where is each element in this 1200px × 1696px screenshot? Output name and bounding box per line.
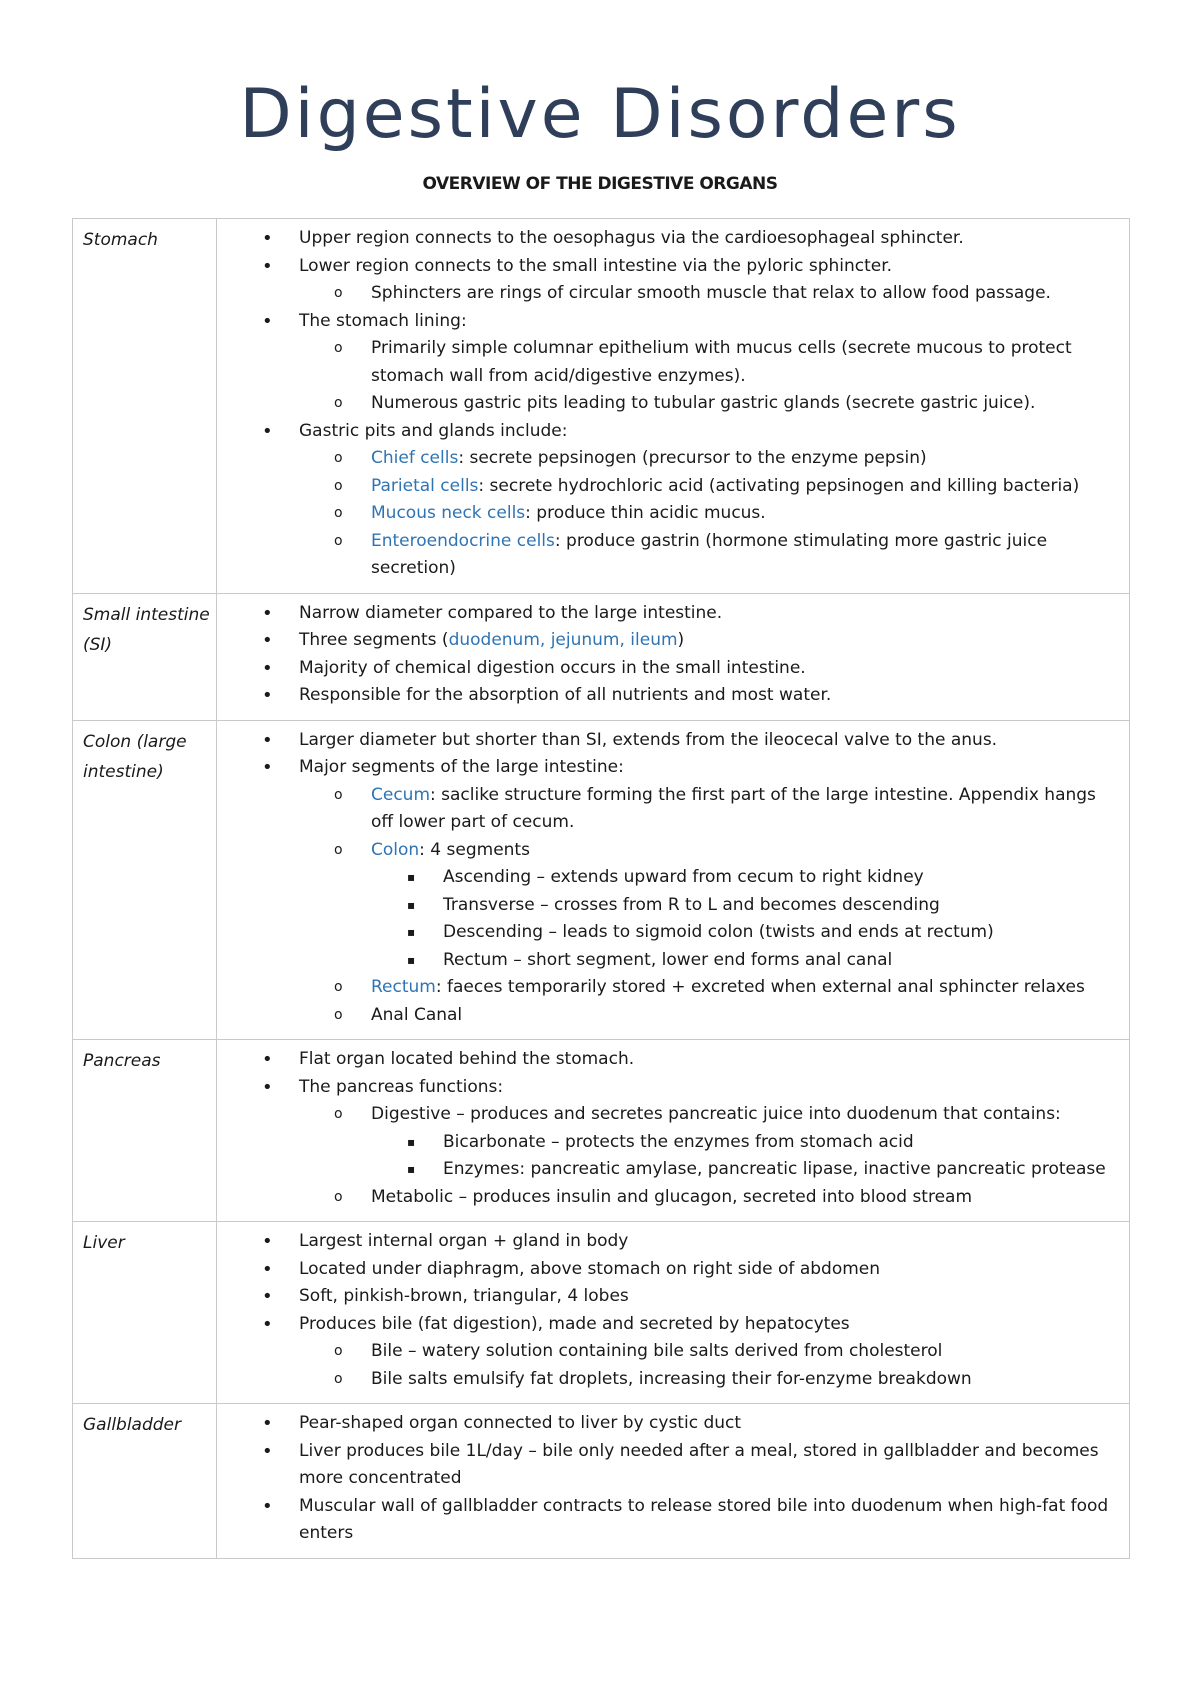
list-item: ▪ Ascending – extends upward from cecum to right kidney: [371, 864, 1121, 892]
list-item: • Responsible for the absorption of all nutrients and most water.: [217, 682, 1121, 710]
list-item: • Narrow diameter compared to the large intestine.: [217, 600, 1121, 628]
square-bullet-icon: ▪: [407, 1134, 416, 1149]
list-item: • Flat organ located behind the stomach.: [217, 1046, 1121, 1074]
list-item: o Rectum: faeces temporarily stored + excreted when external anal sphincter relaxes: [299, 974, 1121, 1002]
list-item: • Three segments (duodenum, jejunum, ileum): [217, 627, 1121, 655]
square-bullet-icon: ▪: [407, 1162, 416, 1176]
organ-name: Small intestine (SI): [73, 593, 217, 720]
circle-bullet-icon: o: [334, 841, 343, 858]
circle-bullet-icon: o: [334, 505, 343, 521]
list-item: o Primarily simple columnar epithelium with mucus cells (secrete mucous to protect stomach wall from acid/digestive enzymes).: [299, 335, 1121, 390]
highlight-term: Rectum: [371, 977, 436, 997]
list-item: o Sphincters are rings of circular smooth muscle that relax to allow food passage.: [299, 280, 1121, 308]
highlight-term: Parietal cells: [371, 475, 479, 496]
organ-name: Gallbladder: [73, 1404, 217, 1559]
bullet-icon: •: [262, 1313, 273, 1335]
highlight-term: Mucous neck cells: [371, 503, 526, 523]
organ-name: Liver: [73, 1222, 217, 1404]
list-item: • Major segments of the large intestine: o Cecum: saclike structure forming the first part of the large intestine. Appendix hangs off lower part of cecum. o Colon: 4 segments ▪ Ascending – extends upward from cecum to right kidney ▪ Transverse – crosses from R to L and becomes descending ▪ Descending – leads to sigmoid colon (twists and ends at rectum) ▪ Rectum – short segment, lower end forms anal canal o Rectum: faeces temporarily stored + excreted when external anal sphincter relaxes o Anal Canal: [217, 754, 1121, 1029]
organ-notes: [217, 1040, 1130, 1222]
organ-notes: [217, 1222, 1130, 1404]
bullet-icon: •: [262, 310, 273, 332]
circle-bullet-icon: o: [334, 285, 343, 301]
table-row: [73, 219, 1130, 594]
bullet-icon: •: [262, 1286, 273, 1307]
page-subtitle: OVERVIEW OF THE DIGESTIVE ORGANS: [422, 174, 778, 194]
list-item: ▪ Rectum – short segment, lower end forms anal canal: [371, 947, 1121, 975]
organ-name: Colon (large intestine): [73, 720, 217, 1040]
list-item: o Metabolic – produces insulin and glucagon, secreted into blood stream: [299, 1184, 1121, 1212]
circle-bullet-icon: o: [334, 340, 343, 356]
highlight-term: duodenum, jejunum, ileum: [448, 630, 678, 650]
list-item: o Digestive – produces and secretes pancreatic juice into duodenum that contains: ▪ Bicarbonate – protects the enzymes from stomach acid ▪ Enzymes: pancreatic amylase, pancreatic lipase, inactive pancreatic protease: [299, 1101, 1121, 1184]
circle-bullet-icon: o: [334, 450, 343, 466]
list-item: ▪ Bicarbonate – protects the enzymes from stomach acid: [371, 1129, 1121, 1157]
bullet-icon: •: [262, 1076, 273, 1098]
bullet-icon: •: [262, 602, 273, 624]
list-item: o Anal Canal: [299, 1002, 1121, 1030]
circle-bullet-icon: o: [334, 979, 343, 995]
list-item: • Largest internal organ + gland in body: [217, 1228, 1121, 1256]
list-item: o Parietal cells: secrete hydrochloric acid (activating pepsinogen and killing bacteria): [299, 473, 1121, 501]
organ-name: Stomach: [73, 219, 217, 594]
circle-bullet-icon: o: [334, 532, 343, 549]
bullet-icon: •: [262, 1049, 273, 1070]
bullet-icon: •: [262, 228, 273, 249]
list-item: ▪ Enzymes: pancreatic amylase, pancreatic lipase, inactive pancreatic protease: [371, 1156, 1121, 1184]
organ-notes: [217, 720, 1130, 1040]
bullet-icon: •: [262, 1231, 273, 1252]
list-item: ▪ Descending – leads to sigmoid colon (twists and ends at rectum): [371, 919, 1121, 947]
bullet-icon: •: [262, 1495, 273, 1517]
highlight-term: Chief cells: [371, 448, 459, 468]
square-bullet-icon: ▪: [407, 925, 416, 939]
bullet-icon: •: [262, 685, 273, 706]
table-row: [73, 593, 1130, 720]
list-item: • The stomach lining: o Primarily simple columnar epithelium with mucus cells (secrete mucous to protect stomach wall from acid/digestive enzymes). o Numerous gastric pits leading to tubular gastric glands (secrete gastric juice).: [217, 308, 1121, 418]
page-title: Digestive Disorders: [239, 75, 961, 154]
circle-bullet-icon: o: [334, 477, 343, 494]
square-bullet-icon: ▪: [407, 870, 416, 884]
highlight-term: Colon: [371, 839, 420, 860]
organ-notes: [217, 593, 1130, 720]
list-item: • The pancreas functions: o Digestive – produces and secretes pancreatic juice into duodenum that contains: ▪ Bicarbonate – protects the enzymes from stomach acid ▪ Enzymes: pancreatic amylase, pancreatic lipase, inactive pancreatic protease o Metabolic – produces insulin and glucagon, secreted into blood stream: [217, 1074, 1121, 1212]
list-item: • Produces bile (fat digestion), made and secreted by hepatocytes o Bile – watery solution containing bile salts derived from cholesterol o Bile salts emulsify fat droplets, increasing their for-enzyme breakdown: [217, 1311, 1121, 1394]
highlight-term: Cecum: [371, 784, 431, 805]
organ-name: Pancreas: [73, 1040, 217, 1222]
circle-bullet-icon: o: [334, 395, 343, 411]
bullet-icon: •: [262, 1440, 273, 1462]
list-item: • Located under diaphragm, above stomach on right side of abdomen: [217, 1256, 1121, 1284]
organs-table: [72, 218, 1130, 1559]
bullet-icon: •: [262, 255, 273, 277]
list-item: • Gastric pits and glands include: o Chief cells: secrete pepsinogen (precursor to the enzyme pepsin) o Parietal cells: secrete hydrochloric acid (activating pepsinogen and killing bacteria) o Mucous neck cells: produce thin acidic mucus. o Enteroendocrine cells: produce gastrin (hormone stimulating more gastric juice secretion): [217, 418, 1121, 583]
bullet-icon: •: [262, 757, 273, 778]
bullet-icon: •: [262, 729, 273, 751]
circle-bullet-icon: o: [334, 1370, 343, 1387]
list-item: • Larger diameter but shorter than SI, extends from the ileocecal valve to the anus.: [217, 727, 1121, 755]
list-item: o Bile – watery solution containing bile salts derived from cholesterol: [299, 1338, 1121, 1366]
list-item: • Muscular wall of gallbladder contracts to release stored bile into duodenum when high-fat food enters: [217, 1493, 1121, 1548]
square-bullet-icon: ▪: [407, 897, 416, 912]
list-item: • Upper region connects to the oesophagus via the cardioesophageal sphincter.: [217, 225, 1121, 253]
bullet-icon: •: [262, 1258, 273, 1280]
bullet-icon: •: [262, 1413, 273, 1434]
list-item: • Majority of chemical digestion occurs in the small intestine.: [217, 655, 1121, 683]
table-row: [73, 720, 1130, 1040]
table-row: [73, 1404, 1130, 1559]
circle-bullet-icon: o: [334, 1106, 343, 1122]
list-item: • Lower region connects to the small intestine via the pyloric sphincter. o Sphincters are rings of circular smooth muscle that relax to allow food passage.: [217, 253, 1121, 308]
square-bullet-icon: ▪: [407, 952, 416, 967]
list-item: • Soft, pinkish-brown, triangular, 4 lobes: [217, 1283, 1121, 1311]
list-item: o Enteroendocrine cells: produce gastrin (hormone stimulating more gastric juice secretion): [299, 528, 1121, 583]
circle-bullet-icon: o: [334, 1188, 343, 1205]
table-row: [73, 1222, 1130, 1404]
organ-notes: [217, 219, 1130, 594]
bullet-icon: •: [262, 420, 273, 442]
bullet-icon: •: [262, 657, 273, 679]
organ-notes: [217, 1404, 1130, 1559]
list-item: o Bile salts emulsify fat droplets, increasing their for-enzyme breakdown: [299, 1366, 1121, 1394]
circle-bullet-icon: o: [334, 1343, 343, 1359]
list-item: • Pear-shaped organ connected to liver by cystic duct: [217, 1410, 1121, 1438]
bullet-icon: •: [262, 630, 273, 651]
circle-bullet-icon: o: [334, 1006, 343, 1023]
list-item: o Mucous neck cells: produce thin acidic mucus.: [299, 500, 1121, 528]
list-item: o Cecum: saclike structure forming the first part of the large intestine. Appendix hangs off lower part of cecum.: [299, 782, 1121, 837]
table-row: [73, 1040, 1130, 1222]
highlight-term: Enteroendocrine cells: [371, 530, 555, 551]
circle-bullet-icon: o: [334, 786, 343, 803]
list-item: o Numerous gastric pits leading to tubular gastric glands (secrete gastric juice).: [299, 390, 1121, 418]
list-item: o Colon: 4 segments ▪ Ascending – extends upward from cecum to right kidney ▪ Transverse – crosses from R to L and becomes descending ▪ Descending – leads to sigmoid colon (twists and ends at rectum) ▪ Rectum – short segment, lower end forms anal canal: [299, 837, 1121, 975]
list-item: • Liver produces bile 1L/day – bile only needed after a meal, stored in gallbladder and becomes more concentrated: [217, 1438, 1121, 1493]
list-item: ▪ Transverse – crosses from R to L and becomes descending: [371, 892, 1121, 920]
list-item: o Chief cells: secrete pepsinogen (precursor to the enzyme pepsin): [299, 445, 1121, 473]
